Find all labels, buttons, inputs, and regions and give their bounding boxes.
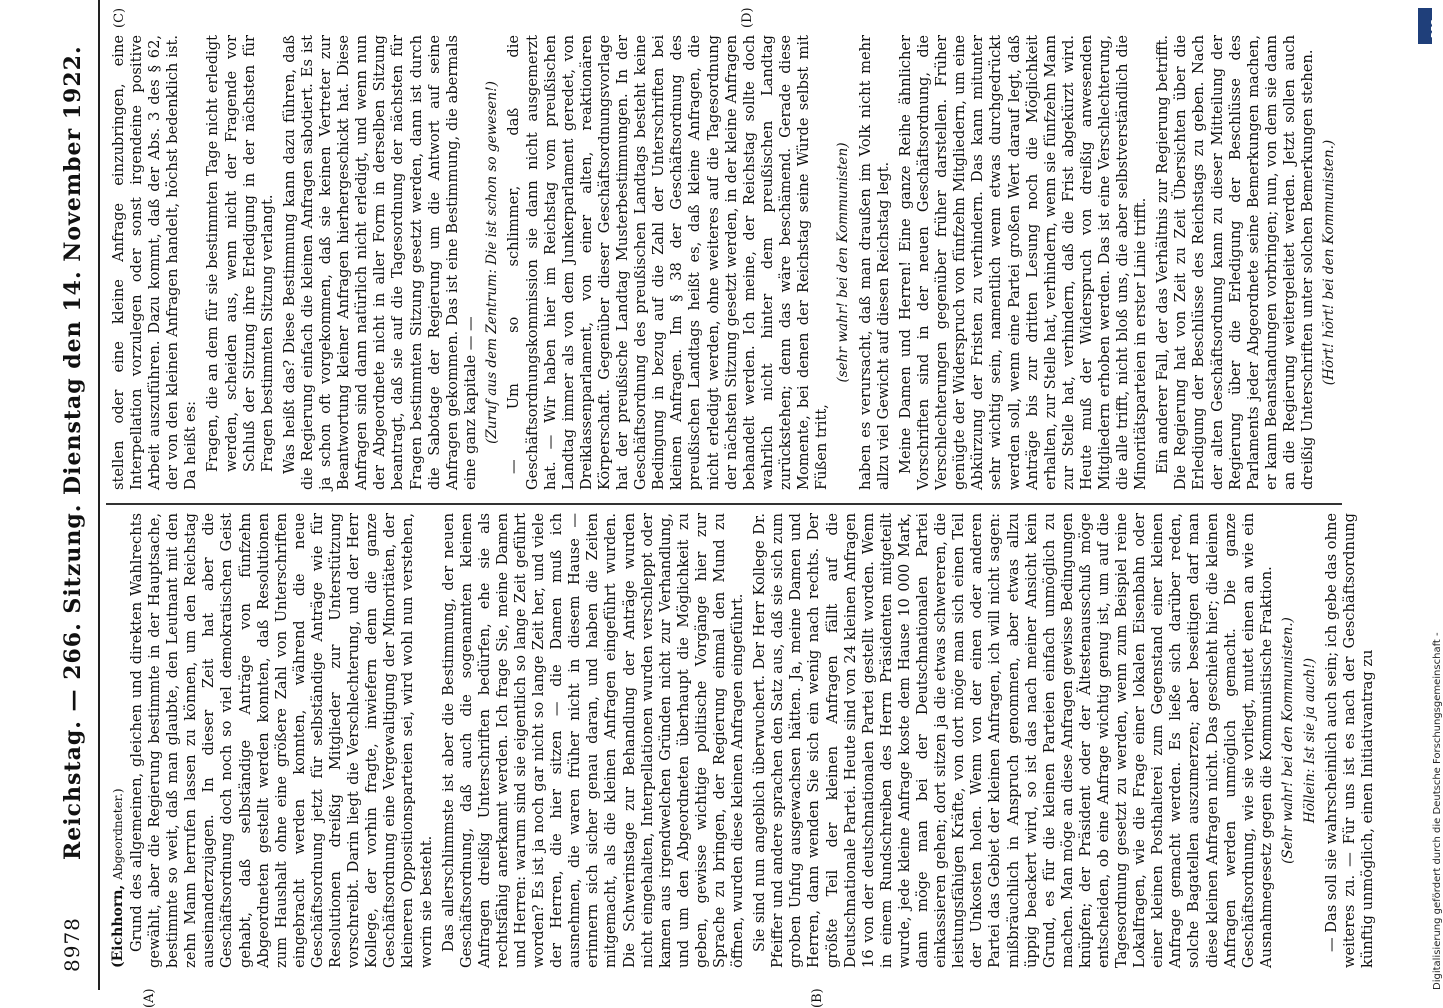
paragraph: Was heißt das? Diese Bestimmung kann dazu führen, daß die Regierung einfach die kleinen Anfragen sabotiert. Es ist ja schon oft vorgekommen, daß sie keinen Vertreter zur Beantwortung kleiner Anfragen hierhergeschickt hat. Diese Anfragen sind dann natürlich nicht erledigt, und wenn nun der Abgeordnete nicht in aller Form in derselben Sitzung beantragt, daß sie auf die Tagesordnung der nächsten für Fragen bestimmten Sitzung gesetzt werden, dann ist durch die Sabotage der Regierung um die Antwort auf seine Anfragen gekommen. Das ist eine Bestimmung, die abermals eine ganz kapitale — — [280, 35, 479, 490]
digitization-credit [1418, 0, 1443, 1000]
interjection: (Zuruf aus dem Zentrum: Die ist schon so gewesen!) [483, 81, 500, 444]
page-number: 8978 [60, 917, 84, 972]
paragraph: Das allerschlimmste ist aber die Bestimmung, der neuen Geschäftsordnung, daß auch die sogenannten kleinen Anfragen dreißig Unterschriften bedürfen, ehe sie als rechtsfähig anerkannt werden. Ich frage Sie, meine Damen und Herren: warum sind sie eigentlich so lange Zeit geführt worden? Es ist ja noch gar nicht so lange Zeit her, und viele der Herren, die hier sitzen — die Damen muß ich ausnehmen, die waren früher nicht in diesem Hause — erinnern sich sicher genau daran, und haben die Zeiten mitgemacht, als die kleinen Anfragen eingeführt wurden. Die Schwerinstage zur Behandlung der Anträge wurden nicht eingehalten, Interpellationen wurden verschleppt oder kamen aus irgendwelchen Gründen nicht zur Verhandlung, und um den Abgeordneten überhaupt die Möglichkeit zu geben, gewisse wichtige politische Vorgänge hier zur Sprache zu bringen, der Regierung einmal den Mund zu öffnen, wurden diese kleinen Anfragen eingeführt. [439, 513, 747, 968]
interjection: Höllein: Ist sie ja auch!) [1301, 657, 1318, 824]
margin-mark-a: (A) [142, 988, 157, 1008]
margin-mark-c: (C) [112, 7, 127, 28]
margin-mark-b: (B) [810, 988, 825, 1008]
margin-mark-d: (D) [740, 7, 755, 28]
header-rule [98, 0, 100, 990]
speaker-name: (Eichhorn, [110, 884, 126, 968]
page-header [50, 0, 102, 990]
paragraph: — Das soll sie wahrscheinlich auch sein; ich gebe das ohne weiteres zu. — Für uns ist es nach der Geschäftsordnung künftig unmöglich, einen Initiativantrag zu [1323, 513, 1377, 968]
left-column [110, 513, 1377, 968]
credit-text: Digitalisierung gefördert durch die Deutsche Forschungsgemeinschaft - [1432, 632, 1443, 990]
quoted-rule: Fragen, die an dem für sie bestimmten Tage nicht erledigt werden, scheiden aus, wenn nicht der Fragende vor Schluß der Sitzung ihre Erledigung in der nächsten für Fragen bestimmten Sitzung verlangt. [204, 35, 276, 472]
speaker-role: Abgeordneter.) [111, 788, 125, 880]
right-column [110, 35, 1340, 490]
speaker-line [110, 513, 126, 968]
running-title: Reichstag. — 266. Sitzung. Dienstag den 14. November 1922. [60, 45, 86, 860]
interjection: (Hört! hört! bei den Kommunisten.) [1321, 139, 1338, 386]
dfg-logo: DFG [1418, 8, 1432, 44]
interjection: (Sehr wahr! bei den Kommunisten.) [1279, 617, 1296, 864]
paragraph: Meine Damen und Herren! Eine ganze Reihe ähnlicher Vorschriften sind in der neuen Geschäftsordnung, die Verschlechterungen gegenüber früher darstellen. Früher genügte der Widerspruch von fünfzehn Mitgliedern, um eine Abkürzung der Fristen zu verhindern. Das kann mitunter sehr wichtig sein, namentlich wenn etwas durchgedrückt werden soll, wenn eine Partei großen Wert darauf legt, daß Anträge bis zur dritten Lesung noch die Möglichkeit erhalten, zur Stelle hat, verhindern, wenn sie fünfzehn Mann zur Stelle hat, verhindern, daß die Frist abgekürzt wird. Heute muß der Widerspruch von dreißig anwesenden Mitgliedern erhoben werden. Das ist eine Verschlechterung, die alle trifft, nicht bloß uns, die aber selbstverständlich die Minoritätsparteien in erster Linie trifft. [896, 35, 1150, 490]
paragraph: haben es verursacht, daß man draußen im Volk nicht mehr allzu viel Gewicht auf diesen Reichstag legt. [856, 35, 892, 490]
paragraph: — Um so schlimmer, daß die Geschäftsordnungskommission sie dann nicht ausgemerzt hat. — Wir haben hier im Reichstag vom preußischen Landtag immer als von dem Junkerparlament geredet, von Dreiklassenparlament, von einer alten, reaktionären Körperschaft. Gegenüber dieser Geschäftsordnungsvorlage hat der preußische Landtag Musterbestimmungen. In der Geschäftsordnung des preußischen Landtags besteht keine Bedingung in bezug auf die Zahl der Unterschriften bei kleinen Anfragen. Im § 38 der Geschäftsordnung des preußischen Landtags heißt es, daß kleine Anfragen, die nicht erledigt werden, ohne weiteres auf die Tagesordnung der nächsten Sitzung gesetzt werden, in der kleine Anfragen behandelt werden. Ich meine, der Reichstag sollte doch wahrlich nicht hinter dem preußischen Landtag zurückstehen; denn das wäre beschämend. Gerade diese Momente, bei denen der Reichstag seine Würde selbst mit Füßen tritt, [505, 35, 831, 490]
interjection: (sehr wahr! bei den Kommunisten) [835, 142, 852, 383]
column-divider [106, 503, 1342, 505]
paragraph: stellen oder eine kleine Anfrage einzubringen, eine Interpellation vorzulegen oder sonst irgendeine positive Arbeit auszuführen. Dazu kommt, daß der Abs. 3 des § 62, der von den kleinen Anfragen handelt, höchst bedenklich ist. Da heißt es: [110, 35, 200, 490]
newspaper-page [50, 0, 1377, 1008]
paragraph: Grund des allgemeinen, gleichen und direkten Wahlrechts gewählt, aber die Regierung bestimmte in der Hauptsache, bestimmte so weit, daß man glaubte, den Leutnant mit den zehn Mann herrufen lassen zu können, um den Reichstag auseinanderzujagen. In dieser Zeit hat aber die Geschäftsordnung doch noch so viel demokratischen Geist gehabt, daß selbständige Anträge von fünfzehn Abgeordneten gestellt werden konnten, daß Resolutionen zum Haushalt ohne eine größere Zahl von Unterschriften eingebracht werden konnten, während die neue Geschäftsordnung jetzt für selbständige Anträge wie für Resolutionen dreißig Mitglieder zur Unterstützung vorschreibt. Darin liegt die Verschlechterung, und der Herr Kollege, der vorhin fragte, inwiefern denn die ganze Geschäftsordnung eine Vergewaltigung der Minoritäten, der kleineren Oppositionsparteien sei, wird wohl nun verstehen, worin sie besteht. [128, 513, 435, 968]
paragraph: Sie sind nun angeblich überwuchert. Der Herr Kollege Dr. Pfeiffer und andere sprachen den Satz aus, daß sie sich zum groben Unfug ausgewachsen hätten. Ja, meine Damen und Herren, dann wenden Sie sich ein wenig nach rechts. Der größte Teil der kleinen Anfragen fällt auf die Deutschnationale Partei. Heute sind von 24 kleinen Anfragen 16 von der deutschnationalen Partei gestellt worden. Wenn in einem Rundschreiben des Herrn Präsidenten mitgeteilt wurde, jede kleine Anfrage koste dem Hause 10 000 Mark, dann möge man bei der Deutschnationalen Partei einkassieren gehen; dort sitzen ja die etwas schwereren, die leistungsfähigen Kräfte, von dort möge man sich einen Teil der Unkosten holen. Wenn von der einen oder anderen Partei das Gebiet der kleinen Anfragen, ich will nicht sagen: mißbräuchlich in Anspruch genommen, aber etwas allzu üppig beackert wird, so ist das nach meiner Ansicht kein Grund, es für die kleinen Parteien einfach unmöglich zu machen. Man möge an diese Anfragen gewisse Bedingungen knüpfen; der Präsident oder der Ältestenausschuß möge entscheiden, ob eine Anfrage wichtig genug ist, um auf die Tagesordnung gesetzt zu werden, wenn zum Beispiel reine Lokalfragen, wie die Frage einer lokalen Eisenbahn oder einer kleinen Posthalterei zum Gegenstand einer kleinen Anfrage gemacht werden. Es ließe sich darüber reden, solche Bagatellen auszumerzen; aber beseitigen darf man diese kleinen Anfragen nicht. Das geschieht hier; die kleinen Anfragen werden unmöglich gemacht. Die ganze Geschäftsordnung, wie sie vorliegt, mutet einen an wie ein Ausnahmegesetz gegen die Kommunistische Fraktion. [751, 513, 1275, 968]
paragraph: Ein anderer Fall, der das Verhältnis zur Regierung betrifft. Die Regierung hat von Zeit zu Zeit Übersichten über die Erledigung der Beschlüsse des Reichstags zu geben. Nach der alten Geschäftsordnung kann zu dieser Mitteilung der Regierung über die Erledigung der Beschlüsse des Parlaments jeder Abgeordnete seine Bemerkungen machen, er kann Beanstandungen vorbringen; nun, von dem sie dann an die Regierung weitergeleitet werden. Jetzt sollen auch dreißig Unterschriften unter solchen Bemerkungen stehen. [1154, 35, 1316, 490]
